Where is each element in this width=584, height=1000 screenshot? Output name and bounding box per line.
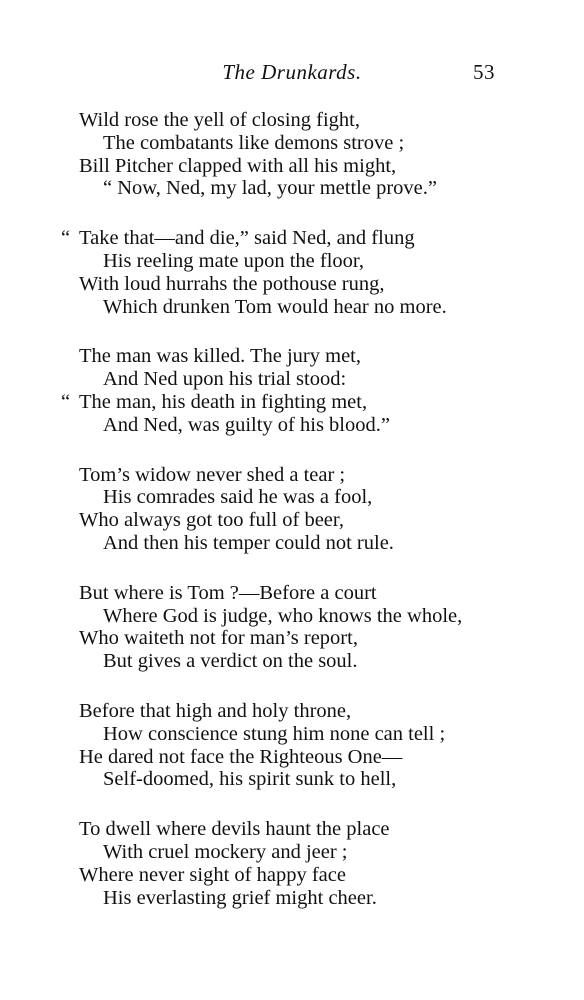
poem-line: Who waiteth not for man’s report,	[79, 627, 358, 650]
stanza	[0, 700, 584, 791]
poem-line: His reeling mate upon the floor,	[103, 249, 365, 272]
poem-line: Where God is judge, who knows the whole,	[103, 604, 463, 627]
poem-line: Tom’s widow never shed a tear ;	[79, 463, 346, 486]
running-title: The Drunkards.	[222, 60, 362, 84]
poem-line: Wild rose the yell of closing fight,	[79, 109, 360, 131]
poem-line: Who always got too full of beer,	[79, 509, 345, 532]
poem-line: And then his temper could not rule.	[103, 531, 394, 554]
poem-line: And Ned upon his trial stood:	[103, 368, 347, 391]
poem-line: To dwell where devils haunt the place	[79, 818, 390, 841]
poem-line: Which drunken Tom would hear no more.	[103, 295, 447, 318]
poem-line: And Ned, was guilty of his blood.”	[103, 413, 390, 436]
poem-line: Where never sight of happy face	[79, 863, 346, 886]
poem-line-text: The man, his death in fighting met,	[79, 390, 368, 413]
stanza	[0, 464, 584, 555]
poem-line: Self-doomed, his spirit sunk to hell,	[103, 768, 397, 791]
poem-line: Bill Pitcher clapped with all his might,	[79, 154, 397, 177]
hanging-quote-mark: “	[61, 227, 71, 250]
poem-line: How conscience stung him none can tell ;	[103, 722, 446, 745]
stanza	[0, 582, 584, 673]
poem-line: His comrades said he was a fool,	[103, 486, 373, 509]
poem-line-text: Take that—and die,” said Ned, and flung	[79, 227, 415, 250]
poem-line	[0, 391, 584, 414]
poem-line: The man was killed. The jury met,	[79, 345, 361, 368]
poem-line: With loud hurrahs the pothouse rung,	[79, 272, 385, 295]
hanging-quote-mark: “	[61, 390, 71, 413]
stanza	[0, 109, 584, 200]
poem-line: With cruel mockery and jeer ;	[103, 840, 348, 863]
stanza	[0, 818, 584, 909]
poem-line: “ Now, Ned, my lad, your mettle prove.”	[103, 177, 437, 200]
stanza	[0, 345, 584, 436]
poem-line: But where is Tom ?—Before a court	[79, 581, 377, 604]
poem-line: His everlasting grief might cheer.	[103, 886, 377, 909]
poem-line: But gives a verdict on the soul.	[103, 650, 358, 673]
page-number: 53	[473, 60, 495, 84]
poem-line: The combatants like demons strove ;	[103, 131, 405, 154]
stanza	[0, 227, 584, 318]
poem-line: Before that high and holy throne,	[79, 699, 352, 722]
poem	[0, 109, 584, 936]
poem-line	[0, 227, 584, 250]
poem-line: He dared not face the Righteous One—	[79, 745, 403, 768]
